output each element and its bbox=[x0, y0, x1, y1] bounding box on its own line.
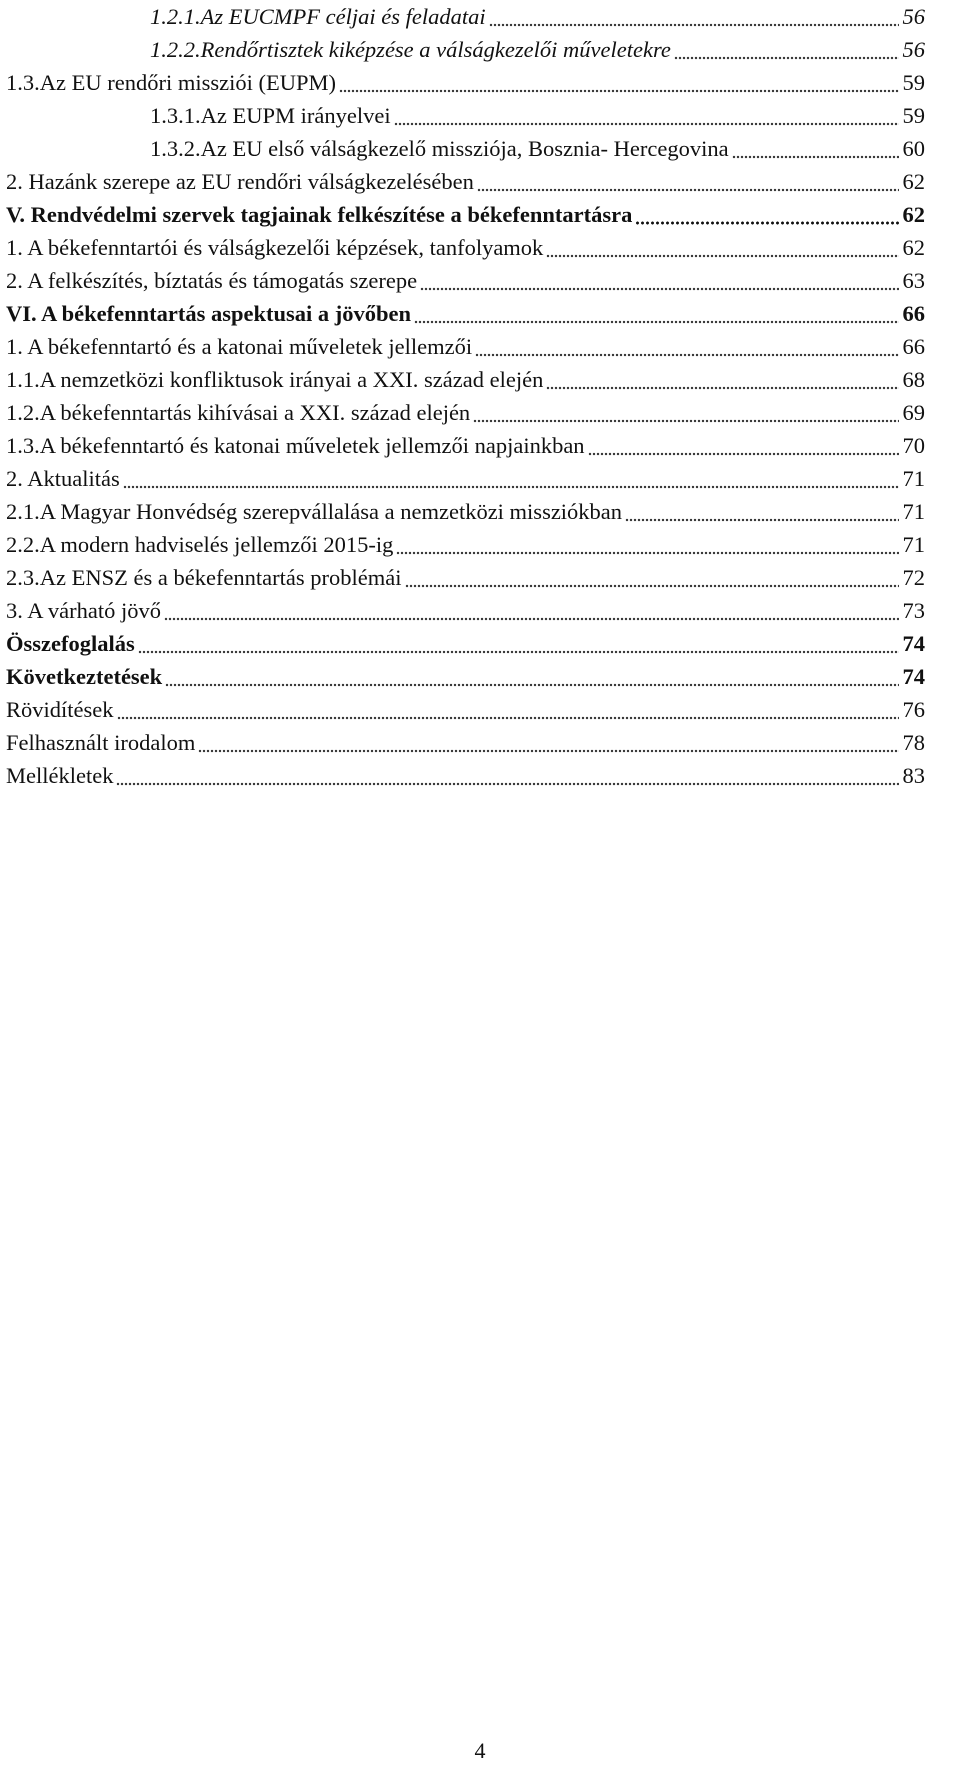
toc-entry[interactable] bbox=[6, 561, 925, 591]
toc-leader bbox=[489, 23, 899, 27]
toc-leader bbox=[164, 617, 899, 621]
toc-entry-title: 1. A békefenntartó és a katonai műveletek jellemzői bbox=[6, 334, 473, 359]
toc-entry[interactable] bbox=[6, 165, 925, 195]
toc-entry-title: 3. A várható jövő bbox=[6, 598, 161, 623]
toc-entry[interactable] bbox=[150, 99, 925, 129]
toc-entry[interactable] bbox=[6, 396, 925, 426]
toc-entry[interactable] bbox=[6, 429, 925, 459]
toc-entry-page: 69 bbox=[902, 400, 925, 425]
toc-entry-title bbox=[150, 136, 729, 162]
toc-entry[interactable] bbox=[6, 528, 925, 558]
toc-leader bbox=[165, 683, 898, 687]
toc-entry-title: 1.3.1.Az EUPM irányelvei bbox=[150, 103, 391, 128]
toc-leader bbox=[674, 56, 899, 60]
toc-entry-page: 62 bbox=[902, 202, 925, 227]
toc-entry[interactable] bbox=[6, 495, 925, 525]
toc-leader bbox=[123, 485, 899, 489]
toc-entry-title: 1.2.A békefenntartás kihívásai a XXI. század elején bbox=[6, 400, 471, 425]
toc-leader bbox=[394, 122, 899, 126]
toc-entry-title: 2.1.A Magyar Honvédség szerepvállalása a nemzetközi missziókban bbox=[6, 499, 623, 524]
toc-entry[interactable] bbox=[150, 132, 925, 162]
toc-entry-title: 2. A felkészítés, bíztatás és támogatás szerepe bbox=[6, 268, 418, 293]
toc-entry-page: 76 bbox=[902, 697, 925, 722]
toc-leader bbox=[732, 155, 899, 159]
toc-entry-page: 78 bbox=[902, 730, 925, 755]
toc-entry-title: 2.3.Az ENSZ és a békefenntartás problémái bbox=[6, 565, 402, 590]
toc-entry-page: 72 bbox=[902, 565, 925, 590]
toc-entry[interactable] bbox=[150, 33, 925, 63]
toc-entry-title: VI. A békefenntartás aspektusai a jövőben bbox=[6, 301, 412, 326]
toc-entry-title: 2. Hazánk szerepe az EU rendőri válságkezelésében bbox=[6, 169, 474, 194]
toc-leader bbox=[588, 452, 899, 456]
toc-leader bbox=[625, 518, 898, 522]
toc-entry-page: 71 bbox=[902, 532, 925, 557]
toc-entry-page: 56 bbox=[902, 37, 925, 62]
toc-leader bbox=[396, 551, 898, 555]
toc-leader bbox=[339, 89, 899, 93]
toc-entry-page: 71 bbox=[902, 466, 925, 491]
toc-entry-page: 66 bbox=[902, 334, 925, 359]
toc-entry-title: 1.2.2.Rendőrtisztek kiképzése a válságkezelői műveletekre bbox=[150, 37, 671, 62]
toc-entry[interactable] bbox=[6, 363, 925, 393]
toc-entry[interactable] bbox=[6, 759, 925, 789]
toc-leader bbox=[546, 254, 898, 258]
toc-leader bbox=[473, 419, 898, 423]
toc-entry[interactable] bbox=[6, 693, 925, 723]
toc-entry-page: 59 bbox=[902, 103, 925, 128]
toc-entry-page: 74 bbox=[902, 631, 925, 656]
toc-entry-title: Felhasznált irodalom bbox=[6, 730, 196, 755]
toc-leader bbox=[116, 782, 898, 786]
toc-entry-page: 56 bbox=[902, 4, 925, 29]
toc-entry-title-text: 1.3.2.Az EU első válságkezelő missziója, Bosznia- Hercegovina bbox=[150, 136, 729, 161]
toc-entry-page: 60 bbox=[902, 136, 925, 161]
toc-entry-title: 1.1.A nemzetközi konfliktusok irányai a XXI. század elején bbox=[6, 367, 544, 392]
toc-entry-page: 70 bbox=[902, 433, 925, 458]
toc-leader bbox=[477, 188, 899, 192]
toc-entry[interactable] bbox=[6, 330, 925, 360]
toc-leader bbox=[405, 584, 899, 588]
toc-entry[interactable] bbox=[6, 231, 925, 261]
toc-entry[interactable] bbox=[6, 627, 925, 657]
toc-leader bbox=[414, 320, 898, 324]
toc-entry-title: 2.2.A modern hadviselés jellemzői 2015-ig bbox=[6, 532, 394, 557]
toc-entry-page: 68 bbox=[902, 367, 925, 392]
toc-entry[interactable] bbox=[6, 297, 925, 327]
toc-leader bbox=[117, 716, 899, 720]
toc-leader bbox=[635, 221, 898, 225]
toc-entry[interactable] bbox=[6, 462, 925, 492]
toc-leader bbox=[546, 386, 898, 390]
toc-leader bbox=[138, 650, 899, 654]
toc-entry[interactable] bbox=[6, 726, 925, 756]
toc-entry-page: 59 bbox=[902, 70, 925, 95]
toc-entry[interactable] bbox=[6, 594, 925, 624]
toc-entry[interactable] bbox=[6, 66, 925, 96]
toc-entry-title: 1. A békefenntartói és válságkezelői képzések, tanfolyamok bbox=[6, 235, 544, 260]
toc-leader bbox=[198, 749, 898, 753]
page-number: 4 bbox=[474, 1738, 486, 1763]
toc-entry-page: 63 bbox=[902, 268, 925, 293]
toc-entry-title: Összefoglalás bbox=[6, 631, 135, 656]
toc-entry-page: 73 bbox=[902, 598, 925, 623]
toc-entry[interactable] bbox=[6, 264, 925, 294]
toc-leader bbox=[475, 353, 898, 357]
toc-entry-title: 1.2.1.Az EUCMPF céljai és feladatai bbox=[150, 4, 486, 29]
toc-entry-title: V. Rendvédelmi szervek tagjainak felkészítése a békefenntartásra bbox=[6, 202, 633, 227]
toc-entry-page: 71 bbox=[902, 499, 925, 524]
toc-entry[interactable] bbox=[6, 198, 925, 228]
toc-entry-page: 74 bbox=[902, 664, 925, 689]
toc-leader bbox=[420, 287, 898, 291]
toc-entry-title: Rövidítések bbox=[6, 697, 114, 722]
toc-entry[interactable] bbox=[150, 0, 925, 30]
toc-entry-page: 62 bbox=[902, 235, 925, 260]
toc-entry-title: Következtetések bbox=[6, 664, 163, 689]
toc-entry[interactable] bbox=[6, 660, 925, 690]
toc-entry-page: 62 bbox=[902, 169, 925, 194]
toc-entry-title: 1.3.Az EU rendőri missziói (EUPM) bbox=[6, 70, 336, 95]
toc-entry-page: 66 bbox=[902, 301, 925, 326]
toc-entry-title: 1.3.A békefenntartó és katonai műveletek jellemzői napjainkban bbox=[6, 433, 585, 458]
toc-entry-title: 2. Aktualitás bbox=[6, 466, 120, 491]
toc-entry-title: Mellékletek bbox=[6, 763, 114, 788]
toc-entry-page: 83 bbox=[902, 763, 925, 788]
